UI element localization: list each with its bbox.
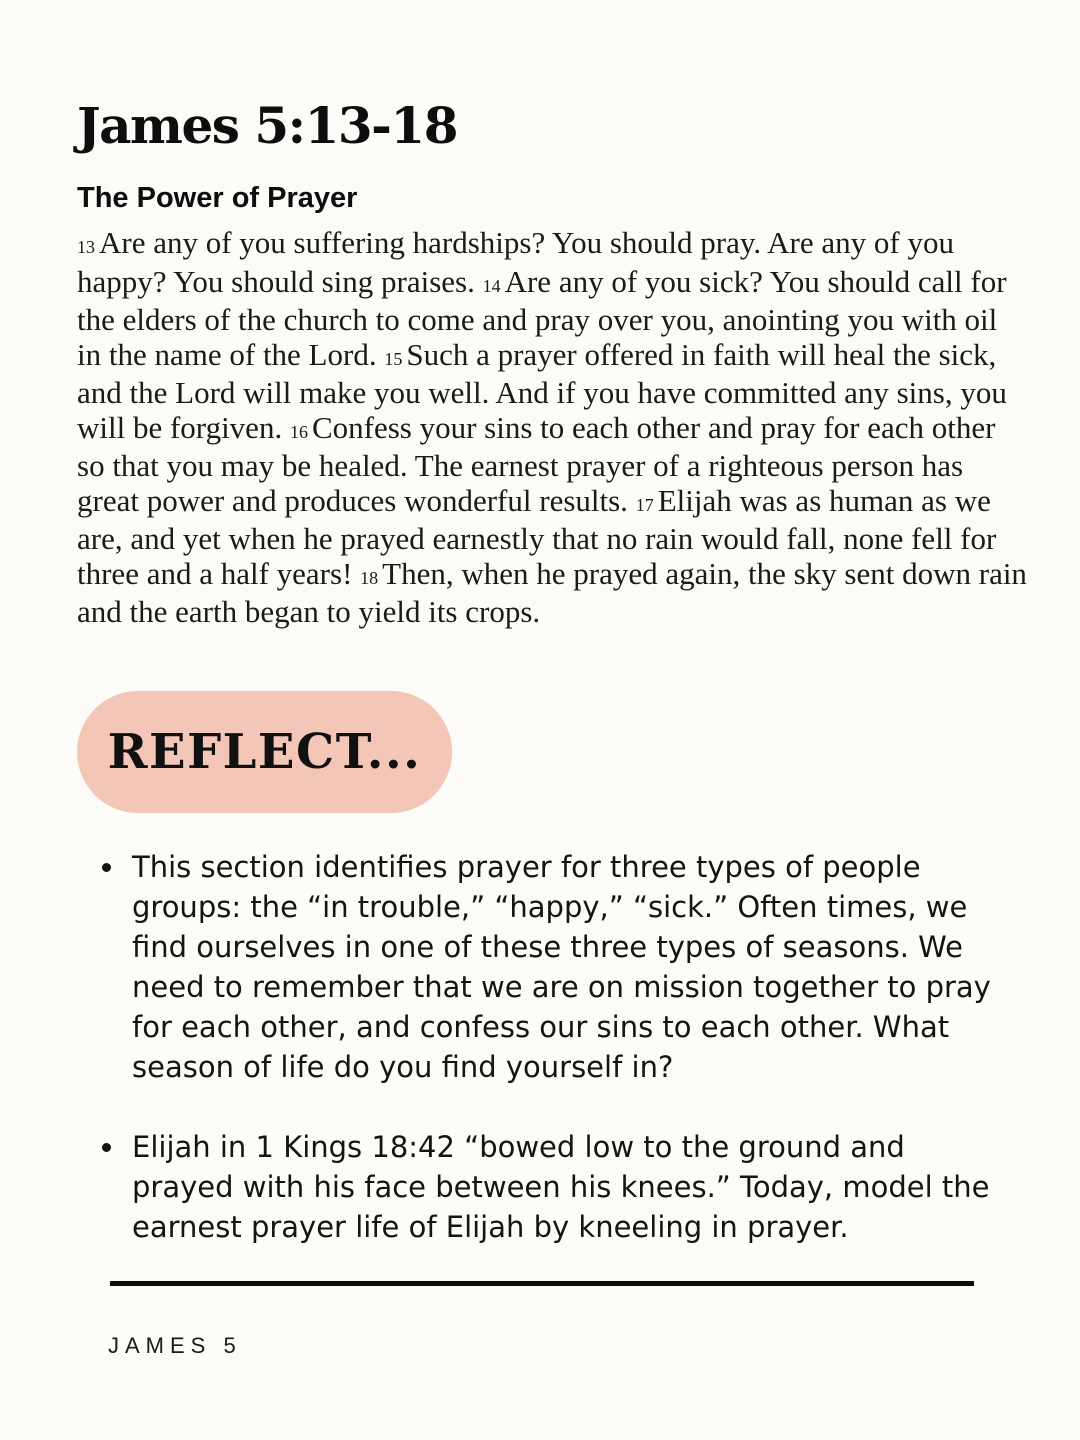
verse-number: 17: [635, 494, 654, 515]
bullet-dot-icon: [102, 1143, 111, 1152]
scripture-passage: [77, 226, 1027, 630]
verse-text: Elijah was as human as we are, and yet when he prayed earnestly that no rain would fall, none fell for three and a half years!: [77, 482, 997, 591]
reflect-heading: REFLECT...: [107, 724, 422, 780]
reflect-heading-pill: [77, 691, 452, 813]
reflection-list: [100, 847, 1000, 1287]
verse-number: 16: [289, 421, 308, 442]
footer-label: JAMES 5: [108, 1333, 242, 1358]
reflection-text: Elijah in 1 Kings 18:42 “bowed low to the ground and prayed with his face between his knees.” Today, model the earnest prayer life of Elijah by kneeling in prayer.: [132, 1130, 990, 1244]
verse-text: Confess your sins to each other and pray for each other so that you may be healed. The earnest prayer of a righteous person has great power and produces wonderful results.: [77, 409, 996, 518]
verse-text: Such a prayer offered in faith will heal the sick, and the Lord will make you well. And if you have committed any sins, you will be forgiven.: [77, 336, 1007, 445]
verse-number: 18: [360, 567, 379, 588]
reflection-item: [100, 847, 1000, 1087]
verse-number: 13: [77, 237, 95, 257]
verse-number: 14: [482, 275, 501, 296]
verse-number: 15: [384, 348, 403, 369]
page-title: James 5:13-18: [77, 96, 457, 155]
reflection-item: [100, 1127, 1000, 1247]
passage-subtitle: The Power of Prayer: [77, 182, 358, 214]
verse-text: Then, when he prayed again, the sky sent down rain and the earth began to yield its crops.: [77, 555, 1027, 629]
verse-text: Are any of you suffering hardships? You should pray. Are any of you happy? You should sing praises.: [77, 225, 954, 299]
footer-divider: [110, 1281, 974, 1286]
reflection-text: This section identifies prayer for three types of people groups: the “in trouble,” “happy,” “sick.” Often times, we find ourselves in one of these three types of seasons. We need to remember that we are on mission together to pray for each other, and confess our sins to each other. What season of life do you find yourself in?: [132, 850, 991, 1084]
bullet-dot-icon: [102, 863, 111, 872]
verse-text: Are any of you sick? You should call for the elders of the church to come and pray over you, anointing you with oil in the name of the Lord.: [77, 263, 1007, 372]
